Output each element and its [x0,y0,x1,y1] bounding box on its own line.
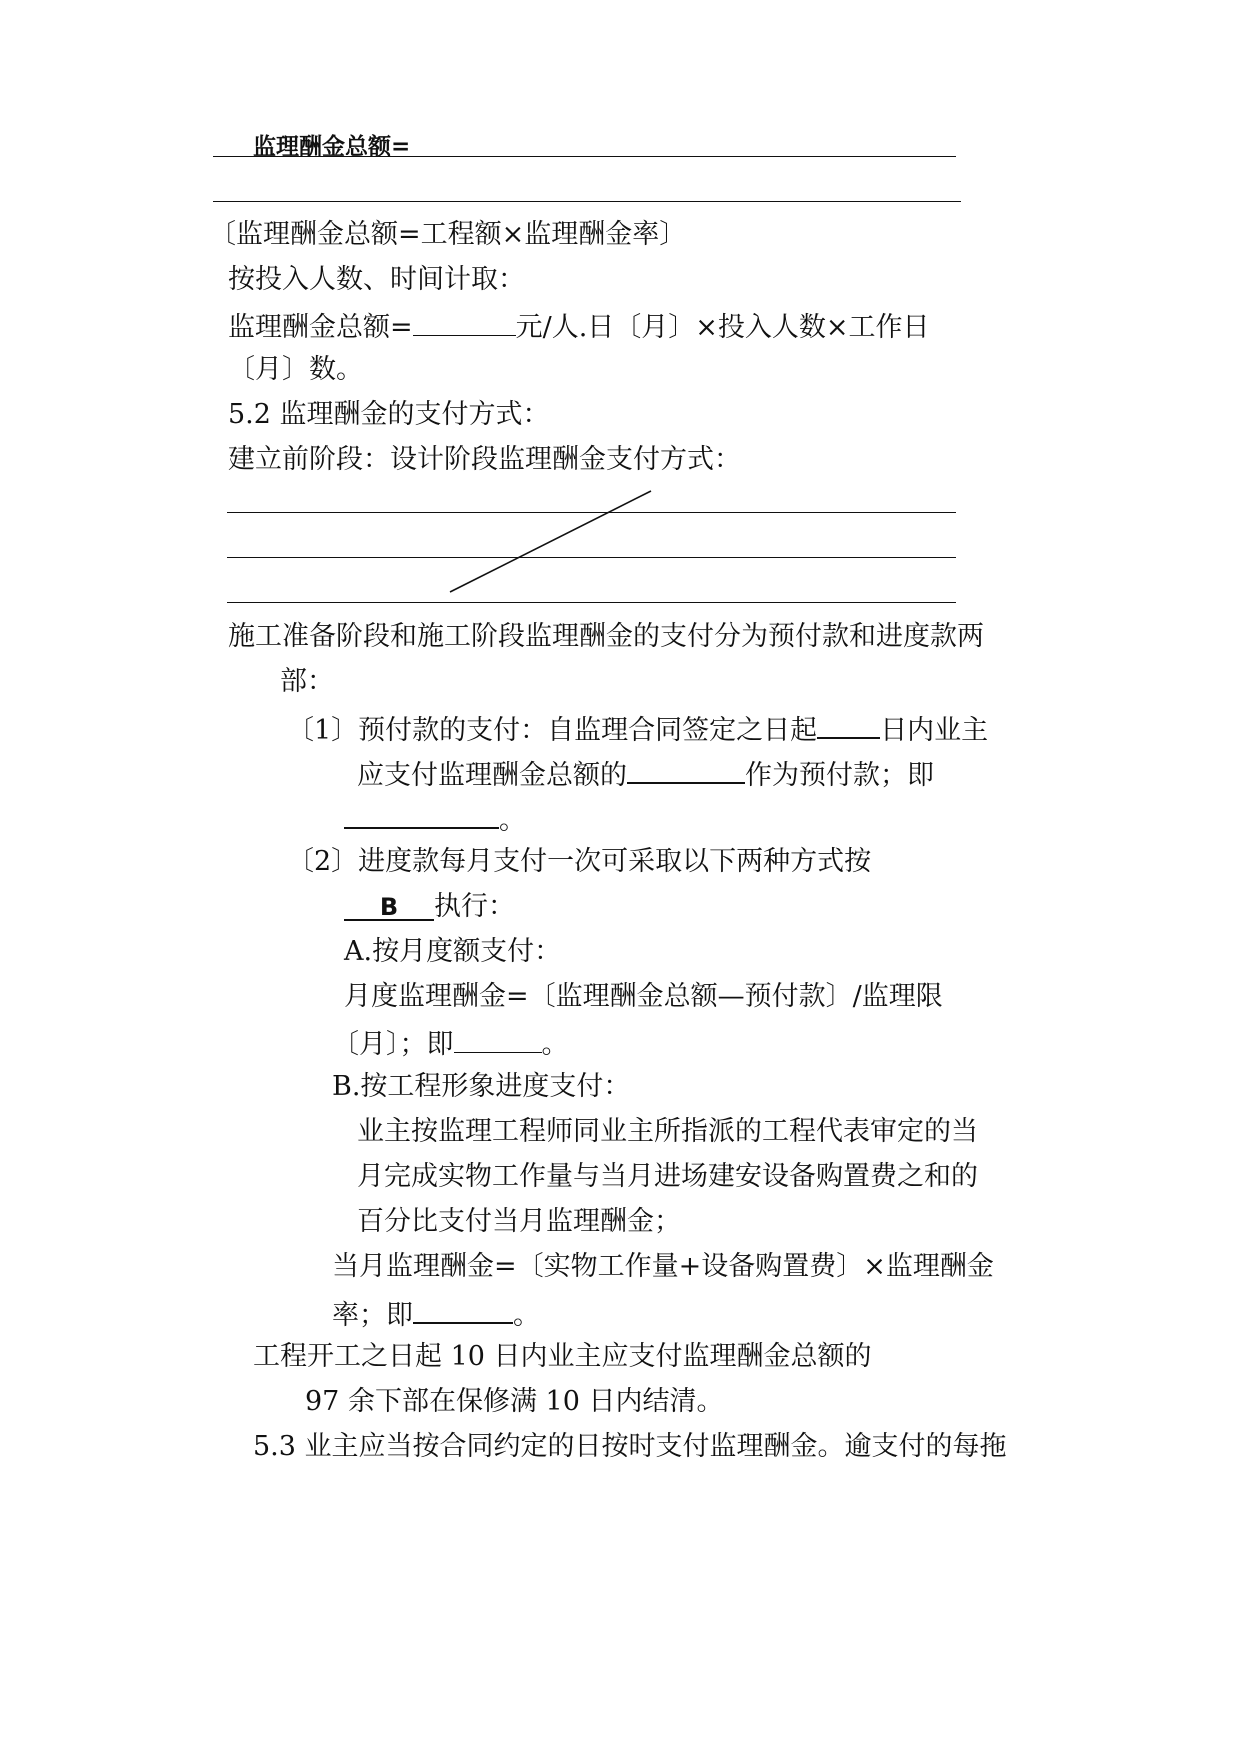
method-b-formula-end: 。 [513,1300,540,1331]
prepay-line-3 [344,803,526,834]
pre-stage-heading: 建立前阶段：设计阶段监理酬金支付方式： [228,444,741,475]
progress-payment-line-2 [344,893,515,921]
total-fee-label: 监理酬金总额= [253,134,411,160]
prepay-text-2: 日内业主 [880,715,989,746]
prepay-days-blank[interactable] [817,713,880,739]
prepay-amount-blank[interactable] [344,803,499,829]
monthly-fee-blank[interactable] [454,1028,542,1053]
by-people-time-heading: 按投入人数、时间计取： [228,264,525,295]
method-b-formula-2 [332,1298,540,1329]
method-b-desc-1: 业主按监理工程师同业主所指派的工程代表审定的当 [357,1116,978,1147]
progress-payment-execute: 执行： [434,891,515,922]
prepay-text-4: 作为预付款；即 [745,760,934,791]
progress-payment-line-1: 〔2〕进度款每月支付一次可采取以下两种方式按 [287,846,872,877]
method-b-formula-1: 当月监理酬金=〔实物工作量+设备购置费〕×监理酬金 [332,1251,994,1282]
start-payment-line-1: 工程开工之日起 10 日内业主应支付监理酬金总额的 [253,1341,872,1372]
method-a-end-text: 〔月〕；即 [332,1029,454,1060]
prepay-text-3: 应支付监理酬金总额的 [357,760,627,791]
method-a-formula: 月度监理酬金=〔监理酬金总额—预付款〕/监理限 [344,981,943,1012]
current-month-fee-blank[interactable] [413,1298,513,1324]
formula-note: 〔监理酬金总额=工程额×监理酬金率〕 [209,219,687,250]
method-a-end-line [332,1028,569,1058]
section-5-3: 5.3 业主应当按合同约定的日按时支付监理酬金。逾支付的每拖 [253,1431,1007,1462]
method-b-desc-3: 百分比支付当月监理酬金； [357,1206,681,1237]
construction-stage-line-1: 施工准备阶段和施工阶段监理酬金的支付分为预付款和进度款两 [228,621,984,652]
method-b-title: B.按工程形象进度支付： [332,1071,631,1102]
method-b-desc-2: 月完成实物工作量与当月进场建安设备购置费之和的 [357,1161,978,1192]
construction-stage-line-2: 部： [280,666,334,697]
prepay-percent-blank[interactable] [627,758,745,784]
people-formula-end: 〔月〕数。 [228,354,363,385]
method-b-formula-text: 率；即 [332,1300,413,1331]
payment-method-choice[interactable]: B [344,895,434,921]
method-a-title: A.按月度额支付： [344,936,562,967]
people-formula-rest: 元/人.日〔月〕×投入人数×工作日 [515,312,930,343]
section-5-2-title: 5.2 监理酬金的支付方式： [228,399,550,430]
prepay-text-1: 〔1〕预付款的支付：自监理合同签定之日起 [287,715,818,746]
prepay-line-1 [287,713,988,744]
method-a-end-period: 。 [541,1029,569,1060]
start-payment-line-2: 97 余下部在保修满 10 日内结清。 [305,1386,724,1417]
prepay-line-2 [357,758,934,789]
prepay-end: 。 [499,805,526,836]
people-formula-label: 监理酬金总额= [228,312,413,343]
